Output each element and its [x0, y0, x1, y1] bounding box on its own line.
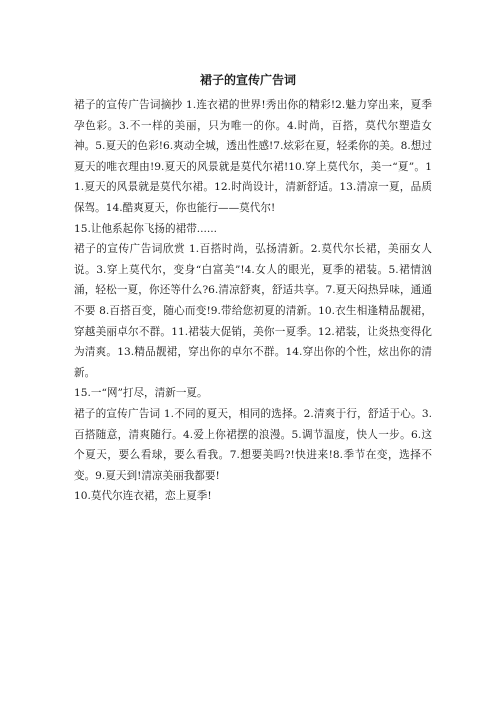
- paragraph-1: 裙子的宣传广告词摘抄 1.连衣裙的世界!秀出你的精彩!2.魅力穿出来，夏季孕色彩。3.不一样的美丽，只为唯一的你。4.时尚，百搭，莫代尔塑造女神。5.夏天的色彩!6.爽动全城，透出性感!7.炫彩在夏，轻柔你的美。8.想过夏天的唯衣理由!9.夏天的风景就是莫代尔裙!10.穿上莫代尔，美一“夏”。11.夏天的风景就是莫代尔裙。12.时尚设计，清新舒适。13.清凉一夏，品质保驾。14.酷爽夏天，你也能行——莫代尔!: [74, 99, 432, 214]
- paragraph-4: 15.一“网”打尽，清新一夏。: [74, 387, 208, 400]
- paragraph-2: 15.让他系起你飞扬的裙带......: [74, 222, 217, 235]
- paragraph-5: 裙子的宣传广告词 1.不同的夏天，相同的选择。2.清爽于行，舒适于心。3.百搭随意，清爽随行。4.爱上你裙摆的浪漫。5.调节温度，快人一步。6.这个夏天，要么看球，要么看我。7.想要美吗?!快进来!8.季节在变，选择不变。9.夏天到!清凉美丽我都要!: [74, 407, 432, 482]
- document-body: [74, 95, 432, 507]
- document-title: 裙子的宣传广告词: [199, 73, 296, 87]
- paragraph-6: 10.莫代尔连衣裙，恋上夏季!: [74, 490, 212, 503]
- paragraph-3: 裙子的宣传广告词欣赏 1.百搭时尚，弘扬清新。2.莫代尔长裙，美丽女人说。3.穿上莫代尔，变身“白富美”!4.女人的眼光，夏季的裙装。5.裙情汹涌，轻松一夏，你还等什么?6.清凉舒爽，舒适共享。7.夏天闷热异味，通通不要 8.百搭百变，随心而变!9.带给您初夏的清新。10.衣生相逢精品靓裙，穿越美丽卓尔不群。11.裙装大促销，美你一夏季。12.裙装，让炎热变得化为清爽。13.精品靓裙，穿出你的卓尔不群。14.穿出你的个性，炫出你的清新。: [74, 243, 432, 379]
